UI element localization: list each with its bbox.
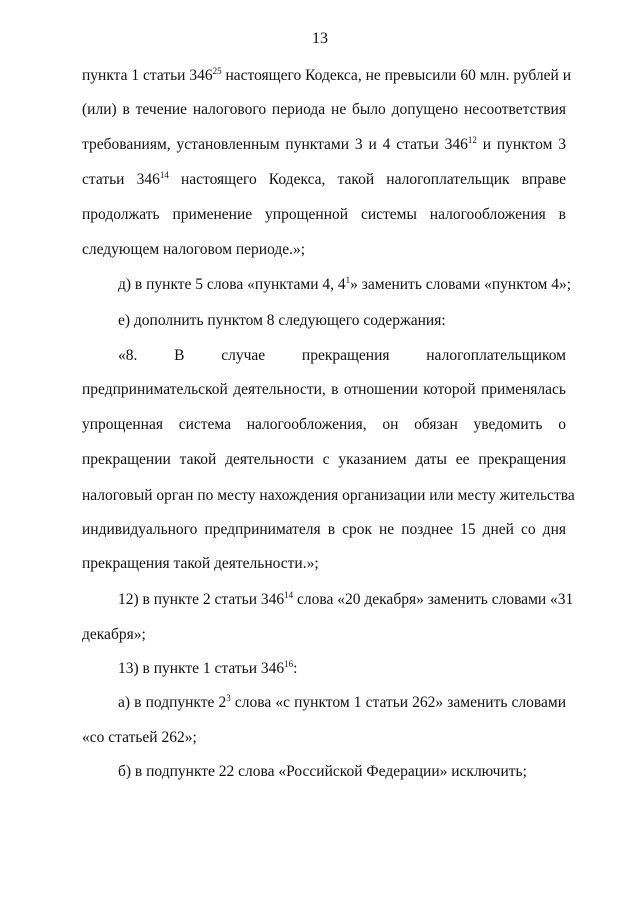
text-line: следующем налоговом периоде.»; <box>82 241 306 258</box>
text-line: б) в подпункте 22 слова «Российской Федерации» исключить; <box>118 763 527 780</box>
text-line: прекращения такой деятельности.»; <box>82 555 319 572</box>
text-line: «8. В случае прекращения налогоплательщиком <box>118 347 566 364</box>
text-line: (или) в течение налогового периода не было допущено несоответствия <box>82 101 566 118</box>
text-line: налоговый орган по месту нахождения организации или месту жительства <box>82 487 575 504</box>
text-line: прекращении такой деятельности с указанием даты ее прекращения <box>82 451 566 468</box>
text-line: предпринимательской деятельности, в отношении которой применялась <box>82 381 566 398</box>
text-line: е) дополнить пунктом 8 следующего содержания: <box>118 312 446 329</box>
text-line: д) в пункте 5 слова «пунктами 4, $4^1$» заменить словами «пунктом 4»; <box>118 275 572 293</box>
text-line: а) в подпункте $2^3$ слова «с пунктом 1 статьи 262» заменить словами <box>118 693 567 711</box>
text-line: пункта 1 статьи $346^{25}$ настоящего Кодекса, не превысили 60 млн. рублей и <box>82 66 571 84</box>
text-line: индивидуального предпринимателя в срок не позднее 15 дней со дня <box>82 521 566 538</box>
page-number: 13 <box>312 30 328 47</box>
text-line: декабря»; <box>82 626 146 643</box>
text-line: продолжать применение упрощенной системы налогообложения в <box>82 206 566 223</box>
text-line: 12) в пункте 2 статьи $346^{14}$ слова «20 декабря» заменить словами «31 <box>118 590 574 608</box>
text-line: статьи $346^{14}$ настоящего Кодекса, такой налогоплательщик вправе <box>82 170 566 188</box>
text-line: 13) в пункте 1 статьи $346^{16}$: <box>118 659 298 677</box>
text-line: требованиям, установленным пунктами 3 и 4 статьи $346^{12}$ и пунктом 3 <box>82 135 566 153</box>
text-line: «со статьей 262»; <box>82 729 197 746</box>
text-line: упрощенная система налогообложения, он обязан уведомить о <box>82 416 566 433</box>
